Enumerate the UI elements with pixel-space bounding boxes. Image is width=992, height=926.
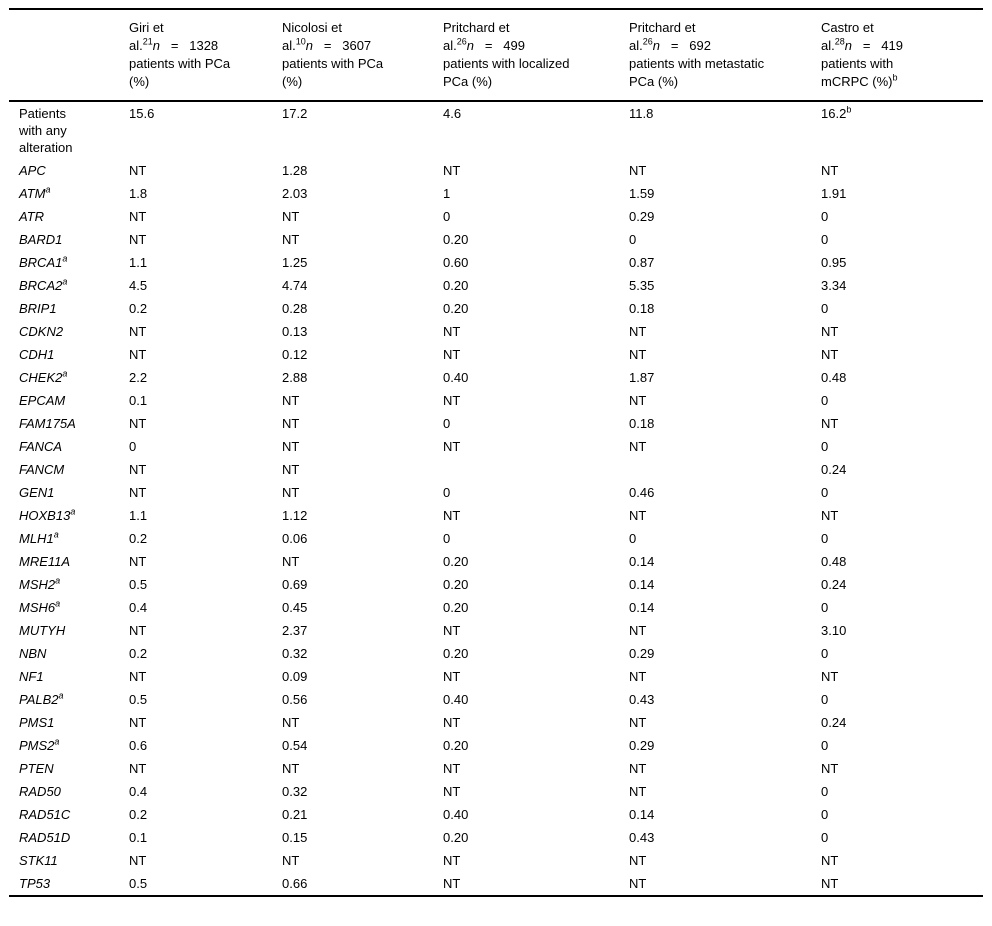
- value-cell: 0.20: [443, 278, 469, 293]
- value-cell: 0.06: [282, 531, 308, 546]
- value-cell: 4.5: [129, 278, 148, 293]
- value-cell: 0.20: [443, 301, 469, 316]
- value-cell: 0.14: [629, 554, 655, 569]
- table-row: [9, 734, 983, 757]
- column-header-0: Giri et al.$^{21}$n = 1328 patients with PCa (%): [129, 9, 282, 101]
- gene-name: CDH1: [19, 347, 55, 362]
- value-cell: NT: [282, 462, 300, 477]
- value-cell: 1.1: [129, 255, 148, 270]
- gene-name: MRE11A: [19, 554, 71, 569]
- value-cell: NT: [629, 669, 647, 684]
- value-cell: 0: [129, 439, 137, 454]
- value-cell: NT: [129, 163, 147, 178]
- value-cell: 0.29: [629, 646, 655, 661]
- value-cell: 0.60: [443, 255, 469, 270]
- value-cell: NT: [129, 209, 147, 224]
- value-cell: 0.1: [129, 830, 148, 845]
- gene-name: RAD51D: [19, 830, 71, 845]
- value-cell: 0.20: [443, 554, 469, 569]
- value-cell: NT: [282, 715, 300, 730]
- column-header-1: Nicolosi et al.$^{10}$n = 3607 patients with PCa (%): [282, 9, 443, 101]
- corner-header-cell: [9, 9, 129, 101]
- value-cell: NT: [129, 761, 147, 776]
- value-cell: NT: [443, 347, 461, 362]
- gene-name: ATR: [19, 209, 45, 224]
- value-cell: 0.28: [282, 301, 308, 316]
- value-cell: 1.1: [129, 508, 148, 523]
- value-cell: 4.74: [282, 278, 308, 293]
- value-cell: NT: [443, 439, 461, 454]
- value-cell: 0.18: [629, 301, 655, 316]
- value-cell: 0.2: [129, 531, 148, 546]
- value-cell: 0: [821, 209, 829, 224]
- table-row: [9, 274, 983, 297]
- value-cell: NT: [129, 324, 147, 339]
- table-row: [9, 688, 983, 711]
- value-cell: NT: [629, 876, 647, 891]
- gene-alteration-table: [9, 8, 983, 897]
- value-cell: 0.69: [282, 577, 308, 592]
- value-cell: 0.66: [282, 876, 308, 891]
- value-cell: 0.09: [282, 669, 308, 684]
- value-cell: NT: [821, 508, 839, 523]
- value-cell: 0: [821, 692, 829, 707]
- value-cell: NT: [129, 485, 147, 500]
- table-row: [9, 504, 983, 527]
- gene-name: GEN1: [19, 485, 55, 500]
- value-cell: NT: [821, 347, 839, 362]
- value-cell: 0.43: [629, 692, 655, 707]
- value-cell: 0.87: [629, 255, 655, 270]
- value-cell: NT: [629, 623, 647, 638]
- table-row: [9, 573, 983, 596]
- value-cell: NT: [629, 784, 647, 799]
- value-cell: 0.4: [129, 600, 148, 615]
- table-row: [9, 803, 983, 826]
- value-cell: NT: [629, 163, 647, 178]
- value-cell: 0.21: [282, 807, 308, 822]
- value-cell: 0: [821, 646, 829, 661]
- value-cell: 0.2: [129, 807, 148, 822]
- table-row: [9, 849, 983, 872]
- value-cell: 0.4: [129, 784, 148, 799]
- value-cell: NT: [629, 439, 647, 454]
- value-cell: 0: [821, 439, 829, 454]
- value-cell: 0.20: [443, 738, 469, 753]
- value-cell: NT: [129, 715, 147, 730]
- value-cell: 2.03: [282, 186, 308, 201]
- value-cell: NT: [282, 554, 300, 569]
- value-cell: 0.2: [129, 646, 148, 661]
- value-cell: 0.95: [821, 255, 847, 270]
- value-cell: 0.56: [282, 692, 308, 707]
- value-cell: 0.14: [629, 807, 655, 822]
- gene-name: MUTYH: [19, 623, 66, 638]
- value-cell: 0: [629, 531, 637, 546]
- value-cell: 0.20: [443, 646, 469, 661]
- value-cell: 0.1: [129, 393, 148, 408]
- gene-name: STK11: [19, 853, 58, 868]
- value-cell: NT: [443, 761, 461, 776]
- value-cell: 0.5: [129, 876, 148, 891]
- value-cell: NT: [629, 761, 647, 776]
- gene-name: RAD51C: [19, 807, 71, 822]
- value-cell: 15.6: [129, 106, 155, 121]
- gene-name: MLH1$^a$: [19, 529, 59, 546]
- value-cell: 5.35: [629, 278, 655, 293]
- value-cell: 0.20: [443, 600, 469, 615]
- value-cell: 0.54: [282, 738, 308, 753]
- value-cell: 0: [821, 485, 829, 500]
- gene-name: TP53: [19, 876, 51, 891]
- value-cell: NT: [821, 876, 839, 891]
- value-cell: 0: [821, 807, 829, 822]
- table-row: [9, 228, 983, 251]
- value-cell: 0.29: [629, 738, 655, 753]
- value-cell: 0.48: [821, 370, 847, 385]
- table-row: [9, 665, 983, 688]
- value-cell: NT: [282, 416, 300, 431]
- value-cell: NT: [129, 347, 147, 362]
- table-row: [9, 251, 983, 274]
- value-cell: NT: [129, 462, 147, 477]
- value-cell: 0.32: [282, 646, 308, 661]
- value-cell: 1.12: [282, 508, 308, 523]
- value-cell: NT: [129, 623, 147, 638]
- value-cell: 0.14: [629, 577, 655, 592]
- gene-name: EPCAM: [19, 393, 66, 408]
- value-cell: NT: [282, 485, 300, 500]
- value-cell: NT: [629, 508, 647, 523]
- value-cell: NT: [443, 715, 461, 730]
- table-body: [9, 101, 983, 896]
- table-row: [9, 481, 983, 504]
- table-row: [9, 596, 983, 619]
- table-row: [9, 780, 983, 803]
- value-cell: 0.32: [282, 784, 308, 799]
- row-label: Patients with any alteration: [19, 106, 73, 155]
- value-cell: 0.13: [282, 324, 308, 339]
- table-row: [9, 182, 983, 205]
- gene-name: FANCA: [19, 439, 63, 454]
- value-cell: NT: [129, 416, 147, 431]
- value-cell: NT: [821, 761, 839, 776]
- gene-name: CHEK2$^a$: [19, 368, 68, 385]
- value-cell: 0.24: [821, 715, 847, 730]
- table-row: [9, 435, 983, 458]
- value-cell: 1.25: [282, 255, 308, 270]
- value-cell: NT: [129, 853, 147, 868]
- value-cell: NT: [282, 209, 300, 224]
- value-cell: 0: [821, 784, 829, 799]
- gene-name: PTEN: [19, 761, 54, 776]
- gene-name: PMS1: [19, 715, 55, 730]
- value-cell: 0.20: [443, 232, 469, 247]
- value-cell: NT: [282, 439, 300, 454]
- table-row: [9, 389, 983, 412]
- value-cell: 0.24: [821, 577, 847, 592]
- value-cell: 0: [821, 738, 829, 753]
- value-cell: 4.6: [443, 106, 462, 121]
- gene-name: BARD1: [19, 232, 63, 247]
- gene-name: ATM$^a$: [19, 184, 51, 201]
- value-cell: [629, 458, 821, 481]
- value-cell: NT: [821, 416, 839, 431]
- table-row: [9, 205, 983, 228]
- value-cell: NT: [629, 347, 647, 362]
- value-cell: NT: [443, 853, 461, 868]
- value-cell: 0.5: [129, 692, 148, 707]
- table-row: [9, 320, 983, 343]
- table-row: [9, 826, 983, 849]
- value-cell: NT: [129, 669, 147, 684]
- value-cell: 11.8: [629, 106, 654, 121]
- value-cell: 0: [821, 393, 829, 408]
- value-cell: 0.20: [443, 577, 469, 592]
- gene-name: BRCA2$^a$: [19, 276, 68, 293]
- value-cell: 0: [443, 531, 451, 546]
- table-row: [9, 366, 983, 389]
- gene-name: CDKN2: [19, 324, 64, 339]
- value-cell: NT: [443, 393, 461, 408]
- value-cell: 0.24: [821, 462, 847, 477]
- value-cell: 0.40: [443, 370, 469, 385]
- value-cell: NT: [821, 669, 839, 684]
- header-row: [9, 9, 983, 101]
- value-cell: 1.91: [821, 186, 847, 201]
- value-cell: 0: [443, 416, 451, 431]
- value-cell: 0.15: [282, 830, 308, 845]
- table-row: [9, 101, 983, 159]
- value-cell: 0.5: [129, 577, 148, 592]
- value-cell: 0: [821, 531, 829, 546]
- gene-name: MSH6$^a$: [19, 598, 61, 615]
- value-cell: 1.87: [629, 370, 655, 385]
- gene-name: HOXB13$^a$: [19, 506, 76, 523]
- value-cell: 0.40: [443, 807, 469, 822]
- value-cell: 0.45: [282, 600, 308, 615]
- value-cell: 0.18: [629, 416, 655, 431]
- value-cell: NT: [282, 853, 300, 868]
- value-cell: NT: [821, 853, 839, 868]
- value-cell: 0: [821, 830, 829, 845]
- value-cell: NT: [129, 232, 147, 247]
- gene-name: PALB2$^a$: [19, 690, 64, 707]
- value-cell: NT: [629, 324, 647, 339]
- value-cell: NT: [443, 163, 461, 178]
- value-cell: NT: [443, 784, 461, 799]
- value-cell: 0: [821, 301, 829, 316]
- value-cell: NT: [629, 853, 647, 868]
- value-cell: 0.14: [629, 600, 655, 615]
- gene-name: NF1: [19, 669, 44, 684]
- value-cell: NT: [443, 508, 461, 523]
- table-row: [9, 550, 983, 573]
- value-cell: 0.43: [629, 830, 655, 845]
- column-header-4: Castro et al.$^{28}$n = 419 patients with mCRPC (%)$^b$: [821, 9, 983, 101]
- value-cell: NT: [821, 324, 839, 339]
- value-cell: NT: [282, 761, 300, 776]
- value-cell: 1.59: [629, 186, 655, 201]
- table-row: [9, 619, 983, 642]
- table-row: [9, 642, 983, 665]
- value-cell: 0.40: [443, 692, 469, 707]
- value-cell: 3.10: [821, 623, 847, 638]
- value-cell: NT: [443, 876, 461, 891]
- value-cell: 0.12: [282, 347, 308, 362]
- value-cell: [443, 458, 629, 481]
- value-cell: NT: [443, 623, 461, 638]
- gene-name: BRCA1$^a$: [19, 253, 68, 270]
- gene-name: FANCM: [19, 462, 65, 477]
- value-cell: 16.2$^b$: [821, 104, 852, 121]
- value-cell: NT: [629, 393, 647, 408]
- table-row: [9, 711, 983, 734]
- value-cell: 1.8: [129, 186, 148, 201]
- table-row: [9, 412, 983, 435]
- value-cell: NT: [129, 554, 147, 569]
- value-cell: 0: [821, 232, 829, 247]
- gene-name: NBN: [19, 646, 47, 661]
- table-row: [9, 527, 983, 550]
- gene-name: BRIP1: [19, 301, 57, 316]
- table-row: [9, 343, 983, 366]
- value-cell: NT: [821, 163, 839, 178]
- value-cell: 0: [629, 232, 637, 247]
- value-cell: 0.20: [443, 830, 469, 845]
- value-cell: 0.6: [129, 738, 148, 753]
- gene-name: RAD50: [19, 784, 61, 799]
- table-row: [9, 757, 983, 780]
- value-cell: 0.48: [821, 554, 847, 569]
- value-cell: 17.2: [282, 106, 308, 121]
- gene-name: FAM175A: [19, 416, 76, 431]
- value-cell: NT: [443, 669, 461, 684]
- value-cell: 3.34: [821, 278, 847, 293]
- column-header-3: Pritchard et al.$^{26}$n = 692 patients with metastatic PCa (%): [629, 9, 821, 101]
- value-cell: 2.88: [282, 370, 308, 385]
- value-cell: NT: [629, 715, 647, 730]
- gene-name: PMS2$^a$: [19, 736, 60, 753]
- value-cell: NT: [282, 393, 300, 408]
- table-row: [9, 872, 983, 896]
- column-header-2: Pritchard et al.$^{26}$n = 499 patients with localized PCa (%): [443, 9, 629, 101]
- value-cell: 0: [443, 485, 451, 500]
- table-row: [9, 458, 983, 481]
- table-row: [9, 297, 983, 320]
- value-cell: 0.2: [129, 301, 148, 316]
- gene-name: APC: [19, 163, 46, 178]
- value-cell: 1.28: [282, 163, 308, 178]
- value-cell: 2.2: [129, 370, 148, 385]
- value-cell: NT: [282, 232, 300, 247]
- value-cell: 0: [821, 600, 829, 615]
- value-cell: NT: [443, 324, 461, 339]
- value-cell: 0.29: [629, 209, 655, 224]
- table-row: [9, 159, 983, 182]
- value-cell: 2.37: [282, 623, 308, 638]
- gene-name: MSH2$^a$: [19, 575, 61, 592]
- value-cell: 0.46: [629, 485, 655, 500]
- value-cell: 1: [443, 186, 451, 201]
- value-cell: 0: [443, 209, 451, 224]
